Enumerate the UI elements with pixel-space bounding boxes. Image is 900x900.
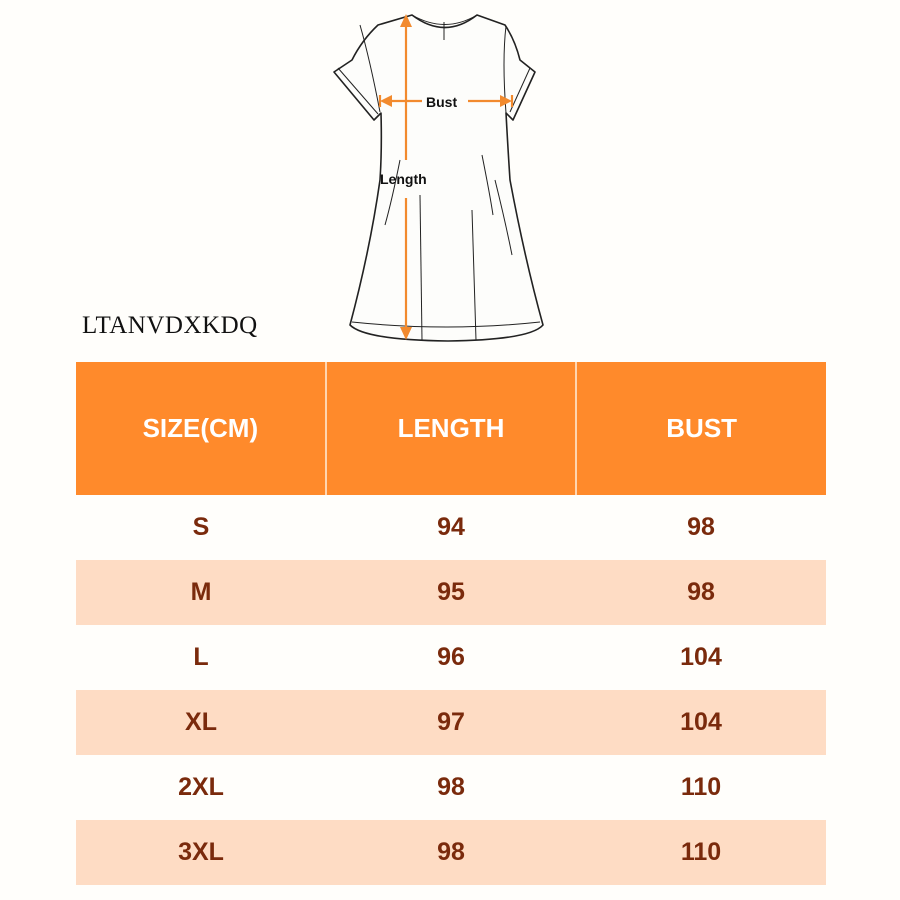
bust-label: Bust bbox=[426, 94, 458, 110]
size-cell: S bbox=[192, 513, 210, 541]
header-bust: BUST bbox=[575, 362, 826, 495]
length-cell: 94 bbox=[437, 513, 465, 541]
header-length: LENGTH bbox=[325, 362, 576, 495]
dress-outline-icon bbox=[330, 0, 570, 350]
length-cell: 98 bbox=[437, 773, 465, 801]
table-row bbox=[76, 495, 826, 560]
table-row bbox=[76, 820, 826, 885]
dress-measurement-diagram bbox=[330, 0, 570, 350]
brand-name: LTANVDXKDQ bbox=[82, 312, 258, 339]
table-header bbox=[76, 362, 826, 495]
bust-cell: 104 bbox=[680, 643, 722, 671]
length-label: Length bbox=[380, 171, 427, 187]
size-cell: XL bbox=[185, 708, 217, 736]
bust-cell: 98 bbox=[687, 513, 715, 541]
bust-cell: 110 bbox=[680, 773, 722, 801]
size-cell: L bbox=[193, 643, 209, 671]
size-cell: M bbox=[190, 578, 212, 606]
bust-cell: 98 bbox=[687, 578, 715, 606]
table-row bbox=[76, 755, 826, 820]
size-chart-table bbox=[76, 362, 826, 885]
table-row bbox=[76, 625, 826, 690]
length-cell: 96 bbox=[437, 643, 465, 671]
length-cell: 95 bbox=[437, 578, 465, 606]
size-cell: 2XL bbox=[178, 773, 224, 801]
table-row bbox=[76, 690, 826, 755]
bust-cell: 110 bbox=[680, 838, 722, 866]
bust-cell: 104 bbox=[680, 708, 722, 736]
size-cell: 3XL bbox=[178, 838, 224, 866]
header-size: SIZE(CM) bbox=[142, 413, 259, 443]
length-cell: 97 bbox=[437, 708, 465, 736]
length-cell: 98 bbox=[437, 838, 465, 866]
table-row bbox=[76, 560, 826, 625]
